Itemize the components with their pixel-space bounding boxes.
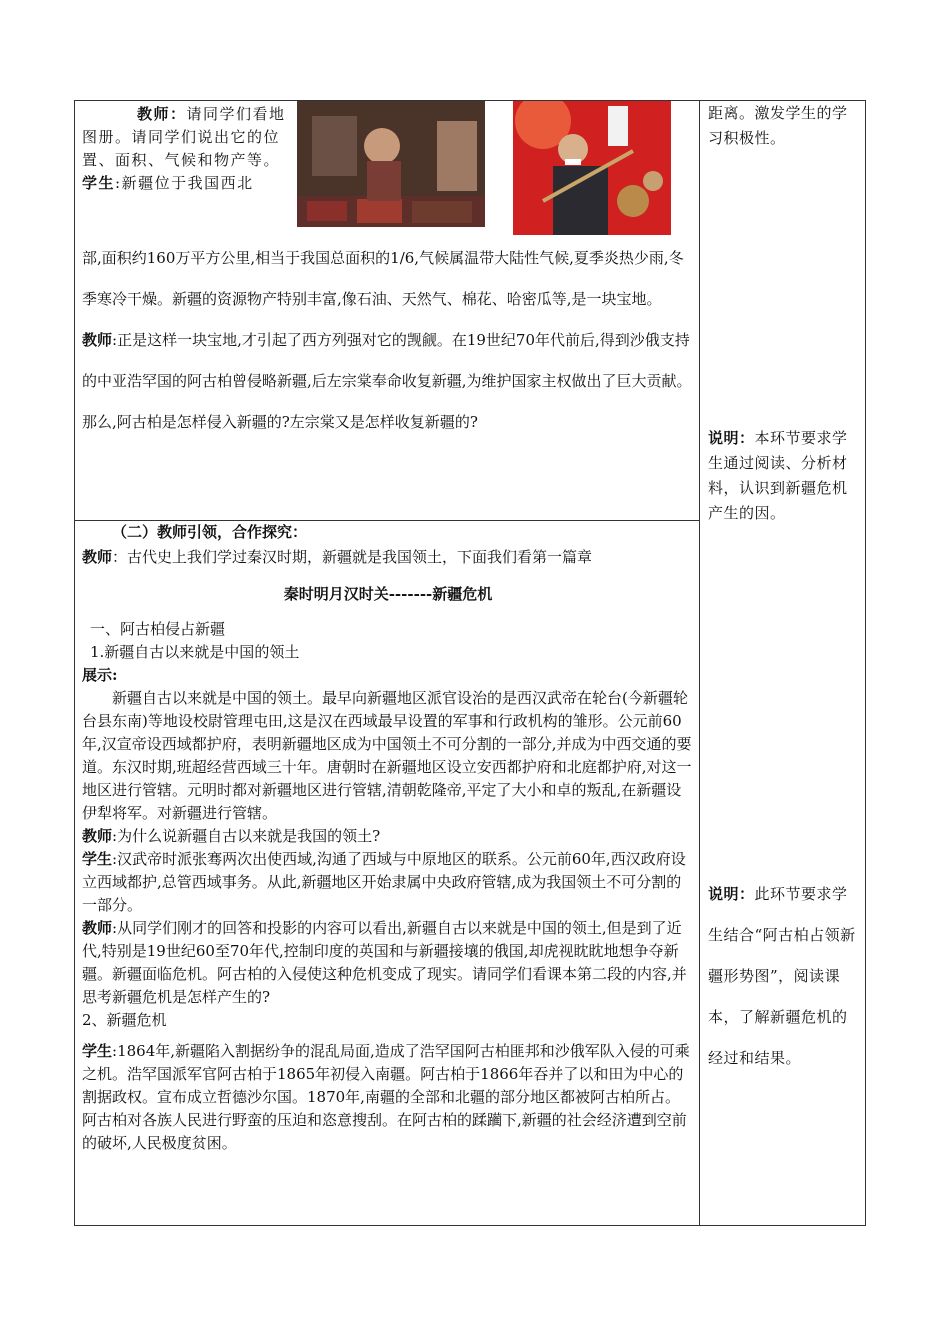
section-title: （二）教师引领，合作探究： xyxy=(112,523,308,541)
side-note-2-text: 此环节要求学生结合“阿古柏占领新疆形势图”，阅读课本，了解新疆危机的经过和结果。 xyxy=(708,885,856,1067)
heading-1: 一、阿古柏侵占新疆 xyxy=(90,620,226,638)
side-note-1-label: 说明： xyxy=(708,429,755,447)
photo-musician xyxy=(513,101,671,235)
row2-teacher-text: ：古代史上我们学过秦汉时期，新疆就是我国领土，下面我们看第一篇章 xyxy=(112,548,593,566)
student-label: 学生 xyxy=(82,174,116,192)
side-note-2 xyxy=(708,874,858,1079)
row2-teacher-label: 教师 xyxy=(82,548,113,566)
student-answer-start: :新疆位于我国西北 xyxy=(115,174,254,192)
student-answer-rest: 部,面积约160万平方公里,相当于我国总面积的1/6,气候属温带大陆性气候,夏季炎热少雨,冬季寒冷干燥。新疆的资源物产特别丰富,像石油、天然气、棉花、哈密瓜等,是一块宝地。 xyxy=(82,249,684,308)
side-note-1 xyxy=(708,426,858,526)
teacher3-label: 教师 xyxy=(82,919,113,937)
answer-text: :汉武帝时派张骞两次出使西域,沟通了西域与中原地区的联系。公元前60年,西汉政府设立西域都护,总管西域事务。从此,新疆地区开始隶属中央政府管辖,成为我国领土不可分割的一部分。 xyxy=(82,850,686,914)
side-note-0: 距离。激发学生的学习积极性。 xyxy=(708,104,848,147)
side-note-2-label: 说明： xyxy=(708,885,755,903)
row1-cell xyxy=(82,101,692,519)
teacher2-text: :正是这样一块宝地,才引起了西方列强对它的觊觎。在19世纪70年代前后,得到沙俄支持的中亚浩罕国的阿古柏曾侵略新疆,后左宗棠奉命收复新疆,为维护国家主权做出了巨大贡献。那么,阿古柏是怎样侵入新疆的?左宗棠又是怎样收复新疆的? xyxy=(82,331,692,431)
answer-label: 学生 xyxy=(82,850,113,868)
student2-text: :1864年,新疆陷入割据纷争的混乱局面,造成了浩罕国阿古柏匪邦和沙俄军队入侵的可乘之机。浩罕国派军官阿古柏于1865年初侵入南疆。阿古柏于1866年吞并了以和田为中心的割据政权。宣布成立哲德沙尔国。1870年,南疆的全部和北疆的部分地区都被阿古柏所占。阿古柏对各族人民进行野蛮的压迫和恣意搜刮。在阿古柏的蹂躏下,新疆的社会经济遭到空前的破坏,人民极度贫困。 xyxy=(82,1042,690,1152)
row1-body xyxy=(82,238,692,443)
teacher3-text: :从同学们刚才的回答和投影的内容可以看出,新疆自古以来就是中国的领土,但是到了近代,特别是19世纪60至70年代,控制印度的英国和与新疆接壤的俄国,却虎视眈眈地想争夺新疆。新疆面临危机。阿古柏的入侵使这种危机变成了现实。请同学们看课本第二段的内容,并思考新疆危机是怎样产生的? xyxy=(82,919,687,1006)
row2-cell xyxy=(82,521,694,1155)
show-text: 新疆自古以来就是中国的领土。最早向新疆地区派官设治的是西汉武帝在轮台(今新疆轮台县东南)等地设校尉管理屯田,这是汉在西域最早设置的军事和行政机构的雏形。公元前60年,汉宣帝设西域都护府，表明新疆地区成为中国领土不可分割的一部分,并成为中西交通的要道。东汉时期,班超经营西域三十年。唐朝时在新疆地区设立安西都护府和北庭都护府,对这一地区进行管辖。元明时都对新疆地区进行管辖,清朝乾隆帝,平定了大小和卓的叛乱,在新疆设伊犁将军。对新疆进行管辖。 xyxy=(82,689,692,822)
question-label: 教师 xyxy=(82,827,113,845)
chapter-title: 秦时明月汉时关-------新疆危机 xyxy=(283,585,493,603)
teacher-label: 教师： xyxy=(137,105,187,123)
question-text: :为什么说新疆自古以来就是我国的领土? xyxy=(112,827,381,845)
column-divider xyxy=(699,100,700,1226)
show-label: 展示: xyxy=(82,666,118,684)
student2-label: 学生 xyxy=(82,1042,113,1060)
row1-intro xyxy=(82,103,287,195)
heading-2: 2、新疆危机 xyxy=(82,1011,167,1029)
photo-carpet-market xyxy=(297,101,485,227)
teacher2-label: 教师 xyxy=(82,331,113,349)
teacher-prompt: 请同学们看地图册。请同学们说出它的位置、面积、气候和物产等。 xyxy=(82,105,286,169)
heading-1-1: 1.新疆自古以来就是中国的领土 xyxy=(90,643,300,661)
side-note-1-text: 本环节要求学生通过阅读、分析材料，认识到新疆危机产生的因。 xyxy=(708,429,848,522)
